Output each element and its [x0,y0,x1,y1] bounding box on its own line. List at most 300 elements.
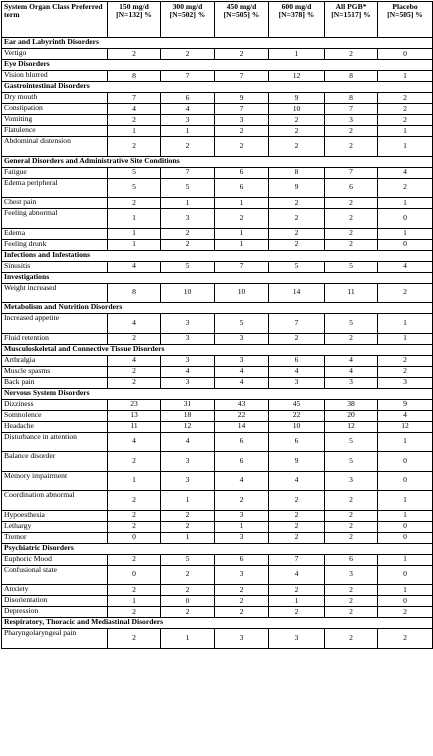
value-cell: 2 [378,355,433,366]
value-cell: 6 [215,554,269,565]
value-cell: 2 [108,137,161,157]
value-cell: 1 [269,49,325,60]
value-cell: 2 [325,49,378,60]
value-cell: 3 [161,115,215,126]
value-cell: 1 [215,521,269,532]
value-cell: 3 [269,629,325,649]
table-row [2,565,433,585]
value-cell: 2 [378,93,433,104]
value-cell: 1 [378,585,433,596]
value-cell: 2 [325,521,378,532]
table-row [2,399,433,410]
section-header-row [2,250,433,261]
value-cell: 2 [161,585,215,596]
table-row [2,585,433,596]
value-cell: 2 [108,510,161,521]
section-header-row [2,156,433,167]
value-cell: 2 [378,629,433,649]
value-cell: 4 [269,565,325,585]
value-cell: 14 [215,421,269,432]
value-cell: 2 [269,209,325,229]
preferred-term-cell: Fatigue [2,167,108,178]
value-cell: 1 [108,239,161,250]
table-row [2,491,433,511]
value-cell: 2 [161,137,215,157]
value-cell: 12 [378,421,433,432]
preferred-term-cell: Dry mouth [2,93,108,104]
value-cell: 1 [108,471,161,491]
preferred-term-cell: Vision blurred [2,71,108,82]
preferred-term-cell: Fluid retention [2,333,108,344]
table-row [2,421,433,432]
preferred-term-cell: Balance disorder [2,452,108,472]
value-cell: 2 [215,126,269,137]
preferred-term-cell: Disorientation [2,596,108,607]
table-row [2,532,433,543]
table-row [2,228,433,239]
section-title: Infections and Infestations [2,250,433,261]
value-cell: 7 [215,71,269,82]
value-cell: 3 [215,532,269,543]
value-cell: 2 [269,239,325,250]
value-cell: 9 [378,399,433,410]
value-cell: 5 [161,261,215,272]
section-header-row [2,388,433,399]
value-cell: 2 [378,178,433,198]
value-cell: 5 [215,314,269,334]
value-cell: 2 [269,126,325,137]
value-cell: 1 [378,71,433,82]
value-cell: 2 [161,49,215,60]
value-cell: 2 [269,228,325,239]
value-cell: 3 [378,377,433,388]
value-cell: 23 [108,399,161,410]
value-cell: 5 [161,554,215,565]
value-cell: 2 [378,104,433,115]
value-cell: 0 [108,565,161,585]
value-cell: 2 [325,239,378,250]
value-cell: 1 [161,126,215,137]
value-cell: 1 [378,228,433,239]
value-cell: 7 [325,104,378,115]
table-row [2,49,433,60]
preferred-term-cell: Weight increased [2,283,108,303]
section-header-row [2,618,433,629]
header-row [2,2,433,38]
value-cell: 2 [161,228,215,239]
value-cell: 7 [269,554,325,565]
value-cell: 0 [378,209,433,229]
value-cell: 2 [161,607,215,618]
value-cell: 7 [215,261,269,272]
value-cell: 2 [161,565,215,585]
preferred-term-cell: Constipation [2,104,108,115]
table-row [2,510,433,521]
section-title: Musculoskeletal and Connective Tissue Disorders [2,344,433,355]
section-header-row [2,543,433,554]
value-cell: 2 [325,629,378,649]
value-cell: 14 [269,283,325,303]
value-cell: 9 [269,93,325,104]
value-cell: 2 [325,209,378,229]
value-cell: 7 [161,167,215,178]
table-row [2,471,433,491]
preferred-term-cell: Lethargy [2,521,108,532]
value-cell: 4 [325,355,378,366]
value-cell: 7 [325,167,378,178]
value-cell: 3 [215,333,269,344]
value-cell: 3 [325,377,378,388]
table-row [2,521,433,532]
preferred-term-cell: Edema [2,228,108,239]
value-cell: 9 [215,93,269,104]
value-cell: 1 [161,198,215,209]
value-cell: 2 [215,607,269,618]
value-cell: 12 [325,421,378,432]
value-cell: 6 [215,178,269,198]
section-title: Psychiatric Disorders [2,543,433,554]
preferred-term-cell: Memory impairment [2,471,108,491]
value-cell: 2 [325,532,378,543]
value-cell: 38 [325,399,378,410]
section-header-row [2,303,433,314]
col-header-150: 150 mg/d [N=132] % [108,2,161,38]
value-cell: 6 [215,452,269,472]
value-cell: 1 [269,596,325,607]
table-row [2,104,433,115]
table-row [2,607,433,618]
value-cell: 6 [215,167,269,178]
value-cell: 2 [269,607,325,618]
value-cell: 2 [108,607,161,618]
value-cell: 4 [325,366,378,377]
col-header-term: System Organ Class Preferred term [2,2,108,38]
preferred-term-cell: Headache [2,421,108,432]
preferred-term-cell: Muscle spasms [2,366,108,377]
table-row [2,93,433,104]
value-cell: 1 [378,554,433,565]
col-header-all-pgb: All PGB* [N=1517] % [325,2,378,38]
value-cell: 0 [378,471,433,491]
value-cell: 3 [215,565,269,585]
value-cell: 2 [215,585,269,596]
value-cell: 3 [325,565,378,585]
section-title: Gastrointestinal Disorders [2,82,433,93]
value-cell: 2 [215,209,269,229]
value-cell: 4 [108,355,161,366]
value-cell: 1 [215,228,269,239]
value-cell: 1 [108,209,161,229]
value-cell: 2 [108,366,161,377]
value-cell: 2 [325,126,378,137]
preferred-term-cell: Vertigo [2,49,108,60]
preferred-term-cell: Depression [2,607,108,618]
value-cell: 2 [269,491,325,511]
value-cell: 6 [161,93,215,104]
value-cell: 1 [108,228,161,239]
value-cell: 1 [378,198,433,209]
section-title: Metabolism and Nutrition Disorders [2,303,433,314]
value-cell: 1 [161,532,215,543]
value-cell: 10 [215,283,269,303]
value-cell: 0 [378,532,433,543]
value-cell: 2 [325,585,378,596]
table-row [2,198,433,209]
value-cell: 10 [269,104,325,115]
section-header-row [2,38,433,49]
value-cell: 0 [378,452,433,472]
value-cell: 1 [378,126,433,137]
value-cell: 3 [325,471,378,491]
table-row [2,432,433,452]
value-cell: 4 [161,432,215,452]
table-row [2,283,433,303]
preferred-term-cell: Vomiting [2,115,108,126]
table-row [2,410,433,421]
preferred-term-cell: Coordination abnormal [2,491,108,511]
preferred-term-cell: Flatulence [2,126,108,137]
value-cell: 0 [161,596,215,607]
preferred-term-cell: Sinusitis [2,261,108,272]
value-cell: 0 [378,596,433,607]
value-cell: 2 [108,49,161,60]
value-cell: 1 [215,239,269,250]
value-cell: 4 [215,377,269,388]
section-title: General Disorders and Administrative Site Conditions [2,156,433,167]
preferred-term-cell: Increased appetite [2,314,108,334]
value-cell: 1 [108,126,161,137]
value-cell: 2 [108,377,161,388]
value-cell: 0 [378,521,433,532]
section-title: Eye Disorders [2,60,433,71]
value-cell: 3 [161,333,215,344]
value-cell: 2 [269,510,325,521]
value-cell: 3 [269,377,325,388]
value-cell: 10 [161,283,215,303]
value-cell: 11 [108,421,161,432]
value-cell: 0 [108,532,161,543]
table-row [2,554,433,565]
value-cell: 2 [325,333,378,344]
table-row [2,377,433,388]
value-cell: 5 [325,432,378,452]
preferred-term-cell: Anxiety [2,585,108,596]
value-cell: 4 [108,104,161,115]
value-cell: 2 [269,198,325,209]
preferred-term-cell: Arthralgia [2,355,108,366]
value-cell: 2 [215,49,269,60]
value-cell: 2 [215,596,269,607]
value-cell: 4 [108,314,161,334]
value-cell: 8 [108,283,161,303]
value-cell: 2 [269,532,325,543]
preferred-term-cell: Somnolence [2,410,108,421]
value-cell: 9 [269,178,325,198]
value-cell: 5 [108,178,161,198]
value-cell: 2 [269,521,325,532]
value-cell: 18 [161,410,215,421]
value-cell: 6 [215,432,269,452]
value-cell: 22 [269,410,325,421]
value-cell: 2 [108,491,161,511]
preferred-term-cell: Disturbance in attention [2,432,108,452]
value-cell: 1 [378,314,433,334]
value-cell: 3 [325,115,378,126]
value-cell: 20 [325,410,378,421]
value-cell: 31 [161,399,215,410]
table-row [2,366,433,377]
value-cell: 2 [108,115,161,126]
value-cell: 6 [325,178,378,198]
table-row [2,355,433,366]
value-cell: 4 [161,366,215,377]
value-cell: 4 [215,471,269,491]
value-cell: 2 [269,137,325,157]
table-row [2,452,433,472]
value-cell: 0 [378,239,433,250]
value-cell: 3 [161,209,215,229]
value-cell: 6 [325,554,378,565]
value-cell: 2 [108,521,161,532]
preferred-term-cell: Back pain [2,377,108,388]
value-cell: 2 [108,554,161,565]
adverse-events-table [1,1,433,649]
table-row [2,167,433,178]
table-body [2,38,433,649]
value-cell: 8 [325,71,378,82]
value-cell: 10 [269,421,325,432]
value-cell: 8 [269,167,325,178]
preferred-term-cell: Feeling drunk [2,239,108,250]
value-cell: 8 [108,71,161,82]
section-title: Ear and Labyrinth Disorders [2,38,433,49]
value-cell: 4 [161,104,215,115]
value-cell: 2 [325,596,378,607]
value-cell: 0 [378,565,433,585]
value-cell: 2 [325,607,378,618]
preferred-term-cell: Tremor [2,532,108,543]
value-cell: 7 [215,104,269,115]
value-cell: 43 [215,399,269,410]
value-cell: 7 [108,93,161,104]
section-header-row [2,344,433,355]
value-cell: 1 [161,629,215,649]
value-cell: 4 [269,471,325,491]
value-cell: 2 [325,510,378,521]
preferred-term-cell: Abdominal distension [2,137,108,157]
value-cell: 4 [378,261,433,272]
preferred-term-cell: Feeling abnormal [2,209,108,229]
value-cell: 0 [378,49,433,60]
value-cell: 4 [269,366,325,377]
value-cell: 2 [325,137,378,157]
section-title: Investigations [2,272,433,283]
value-cell: 2 [161,239,215,250]
value-cell: 2 [378,283,433,303]
value-cell: 3 [161,355,215,366]
preferred-term-cell: Euphoric Mood [2,554,108,565]
value-cell: 4 [108,261,161,272]
value-cell: 1 [378,491,433,511]
section-title: Nervous System Disorders [2,388,433,399]
value-cell: 3 [215,115,269,126]
value-cell: 7 [161,71,215,82]
value-cell: 22 [215,410,269,421]
value-cell: 1 [215,198,269,209]
value-cell: 7 [269,314,325,334]
col-header-450: 450 mg/d [N=505] % [215,2,269,38]
value-cell: 1 [378,333,433,344]
value-cell: 8 [325,93,378,104]
value-cell: 3 [161,452,215,472]
value-cell: 1 [378,510,433,521]
value-cell: 9 [269,452,325,472]
value-cell: 3 [161,471,215,491]
col-header-placebo: Placebo [N=505] % [378,2,433,38]
table-row [2,115,433,126]
value-cell: 5 [325,314,378,334]
preferred-term-cell: Edema peripheral [2,178,108,198]
table-row [2,314,433,334]
table-row [2,178,433,198]
table-row [2,261,433,272]
table-row [2,209,433,229]
value-cell: 2 [325,228,378,239]
value-cell: 2 [108,333,161,344]
value-cell: 3 [215,355,269,366]
value-cell: 4 [378,410,433,421]
value-cell: 1 [378,137,433,157]
value-cell: 3 [161,377,215,388]
col-header-600: 600 mg/d [N=378] % [269,2,325,38]
value-cell: 2 [269,115,325,126]
table-row [2,629,433,649]
value-cell: 2 [269,585,325,596]
table-row [2,71,433,82]
value-cell: 2 [378,607,433,618]
value-cell: 1 [108,596,161,607]
section-header-row [2,82,433,93]
preferred-term-cell: Chest pain [2,198,108,209]
value-cell: 45 [269,399,325,410]
section-title: Respiratory, Thoracic and Mediastinal Disorders [2,618,433,629]
preferred-term-cell: Confusional state [2,565,108,585]
value-cell: 5 [325,452,378,472]
value-cell: 2 [215,137,269,157]
table-row [2,126,433,137]
value-cell: 3 [215,629,269,649]
value-cell: 2 [269,333,325,344]
value-cell: 2 [325,198,378,209]
value-cell: 6 [269,432,325,452]
value-cell: 5 [269,261,325,272]
value-cell: 5 [325,261,378,272]
value-cell: 2 [378,366,433,377]
value-cell: 2 [108,629,161,649]
section-header-row [2,60,433,71]
preferred-term-cell: Dizziness [2,399,108,410]
table-row [2,137,433,157]
preferred-term-cell: Hypoesthesia [2,510,108,521]
value-cell: 6 [269,355,325,366]
table-row [2,596,433,607]
col-header-300: 300 mg/d [N=502] % [161,2,215,38]
table-row [2,239,433,250]
value-cell: 2 [378,115,433,126]
value-cell: 2 [161,510,215,521]
value-cell: 4 [378,167,433,178]
value-cell: 2 [161,521,215,532]
